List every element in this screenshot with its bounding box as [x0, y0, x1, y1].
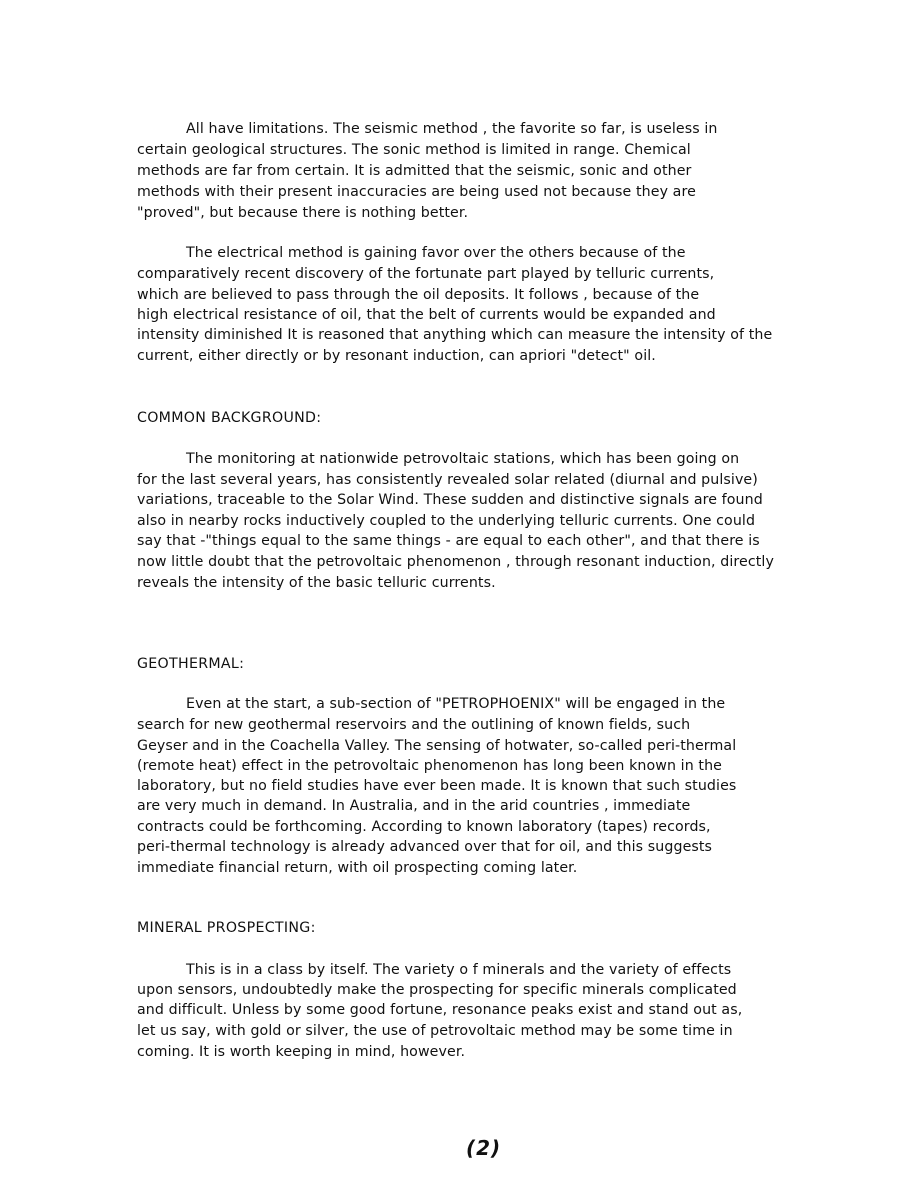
text-line: All have limitations. The seismic method , the favorite so far, is useless in	[186, 121, 718, 137]
text-line: upon sensors, undoubtedly make the prospecting for specific minerals complicated	[137, 982, 737, 998]
text-line: Even at the start, a sub-section of "PETROPHOENIX" will be engaged in the	[186, 696, 726, 712]
text-line: (remote heat) effect in the petrovoltaic phenomenon has long been known in the	[137, 758, 723, 774]
text-line: coming. It is worth keeping in mind, however.	[137, 1044, 466, 1060]
text-line: now little doubt that the petrovoltaic phenomenon , through resonant induction, directly	[137, 554, 774, 570]
text-line: for the last several years, has consistently revealed solar related (diurnal and pulsive)	[137, 472, 758, 488]
text-line: peri-thermal technology is already advanced over that for oil, and this suggests	[137, 839, 713, 855]
section-heading-geothermal: GEOTHERMAL:	[137, 656, 245, 672]
text-line: say that -"things equal to the same things - are equal to each other", and that there is	[137, 533, 760, 549]
text-line: are very much in demand. In Australia, and in the arid countries , immediate	[137, 798, 691, 814]
text-line: laboratory, but no field studies have ever been made. It is known that such studies	[137, 778, 737, 794]
text-line: intensity diminished It is reasoned that anything which can measure the intensity of the	[137, 327, 773, 343]
text-line: current, either directly or by resonant induction, can apriori "detect" oil.	[137, 348, 656, 364]
text-line: "proved", but because there is nothing better.	[137, 205, 469, 221]
text-line: methods are far from certain. It is admitted that the seismic, sonic and other	[137, 163, 692, 179]
text-line: Geyser and in the Coachella Valley. The sensing of hotwater, so-called peri-thermal	[137, 738, 737, 754]
text-line: The monitoring at nationwide petrovoltaic stations, which has been going on	[186, 451, 740, 467]
text-line: certain geological structures. The sonic method is limited in range. Chemical	[137, 142, 691, 158]
text-line: and difficult. Unless by some good fortune, resonance peaks exist and stand out as,	[137, 1002, 743, 1018]
text-line: reveals the intensity of the basic telluric currents.	[137, 575, 496, 591]
text-line: search for new geothermal reservoirs and the outlining of known fields, such	[137, 717, 691, 733]
text-line: This is in a class by itself. The variety o f minerals and the variety of effects	[186, 962, 732, 978]
text-line: which are believed to pass through the oil deposits. It follows , because of the	[137, 287, 700, 303]
text-line: let us say, with gold or silver, the use of petrovoltaic method may be some time in	[137, 1023, 733, 1039]
text-line: immediate financial return, with oil prospecting coming later.	[137, 860, 578, 876]
text-line: also in nearby rocks inductively coupled to the underlying telluric currents. One could	[137, 513, 756, 529]
text-line: variations, traceable to the Solar Wind. These sudden and distinctive signals are found	[137, 492, 763, 508]
text-line: The electrical method is gaining favor over the others because of the	[186, 245, 686, 261]
text-line: comparatively recent discovery of the fortunate part played by telluric currents,	[137, 266, 715, 282]
page-number: (2)	[466, 1136, 502, 1160]
text-line: contracts could be forthcoming. According to known laboratory (tapes) records,	[137, 819, 711, 835]
section-heading-mineral-prospecting: MINERAL PROSPECTING:	[137, 920, 316, 936]
text-line: high electrical resistance of oil, that the belt of currents would be expanded and	[137, 307, 716, 323]
section-heading-common-background: COMMON BACKGROUND:	[137, 410, 322, 426]
text-line: methods with their present inaccuracies are being used not because they are	[137, 184, 696, 200]
